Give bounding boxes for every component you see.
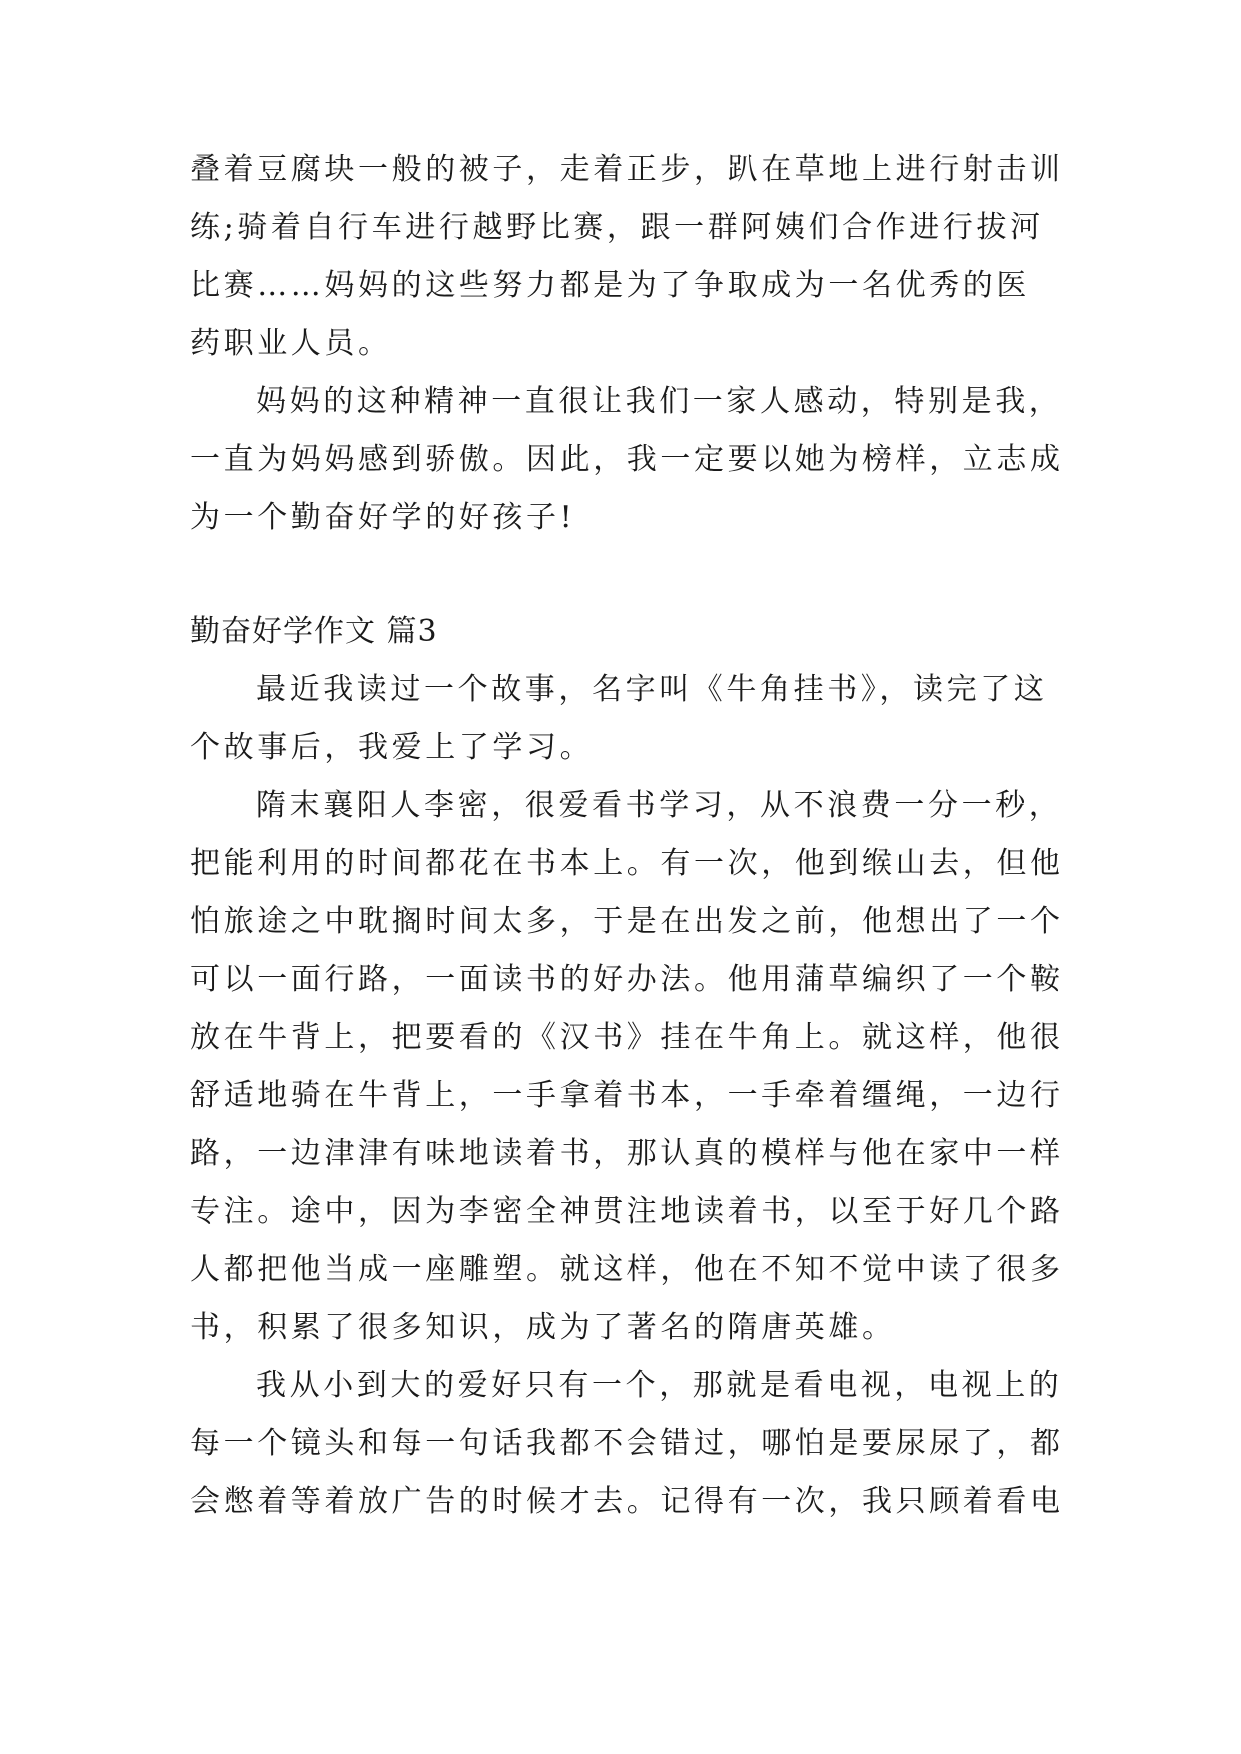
text-line: 比赛……妈妈的这些努力都是为了争取成为一名优秀的医 <box>190 268 1030 303</box>
text-line: 我从小到大的爱好只有一个，那就是看电视，电视上的 <box>256 1368 1063 1403</box>
text-line: 为一个勤奋好学的好孩子! <box>190 500 576 535</box>
text-line: 一直为妈妈感到骄傲。因此，我一定要以她为榜样，立志成 <box>190 442 1064 477</box>
text-line: 叠着豆腐块一般的被子，走着正步，趴在草地上进行射击训 <box>190 152 1064 187</box>
text-line: 专注。途中，因为李密全神贯注地读着书，以至于好几个路 <box>190 1194 1064 1229</box>
text-line: 每一个镜头和每一句话我都不会错过，哪怕是要尿尿了，都 <box>190 1426 1064 1461</box>
text-line: 可以一面行路，一面读书的好办法。他用蒲草编织了一个鞍 <box>190 962 1064 997</box>
text-line: 把能利用的时间都花在书本上。有一次，他到缑山去，但他 <box>190 846 1064 881</box>
text-line: 药职业人员。 <box>190 326 392 361</box>
section-heading: 勤奋好学作文 篇3 <box>190 614 438 649</box>
text-line: 路，一边津津有味地读着书，那认真的模样与他在家中一样 <box>190 1136 1064 1171</box>
text-line: 最近我读过一个故事，名字叫《牛角挂书》，读完了这 <box>256 672 1048 707</box>
text-line: 妈妈的这种精神一直很让我们一家人感动，特别是我， <box>256 384 1063 419</box>
text-line: 放在牛背上，把要看的《汉书》挂在牛角上。就这样，他很 <box>190 1020 1064 1055</box>
text-line: 隋末襄阳人李密，很爱看书学习，从不浪费一分一秒， <box>256 788 1063 823</box>
text-line: 个故事后，我爱上了学习。 <box>190 730 594 765</box>
text-line: 人都把他当成一座雕塑。就这样，他在不知不觉中读了很多 <box>190 1252 1064 1287</box>
text-line: 怕旅途之中耽搁时间太多，于是在出发之前，他想出了一个 <box>190 904 1064 939</box>
text-line: 书，积累了很多知识，成为了著名的隋唐英雄。 <box>190 1310 896 1345</box>
text-line: 舒适地骑在牛背上，一手拿着书本，一手牵着缰绳，一边行 <box>190 1078 1064 1113</box>
text-line: 练;骑着自行车进行越野比赛，跟一群阿姨们合作进行拔河 <box>190 210 1044 245</box>
text-line: 会憋着等着放广告的时候才去。记得有一次，我只顾着看电 <box>190 1484 1064 1519</box>
